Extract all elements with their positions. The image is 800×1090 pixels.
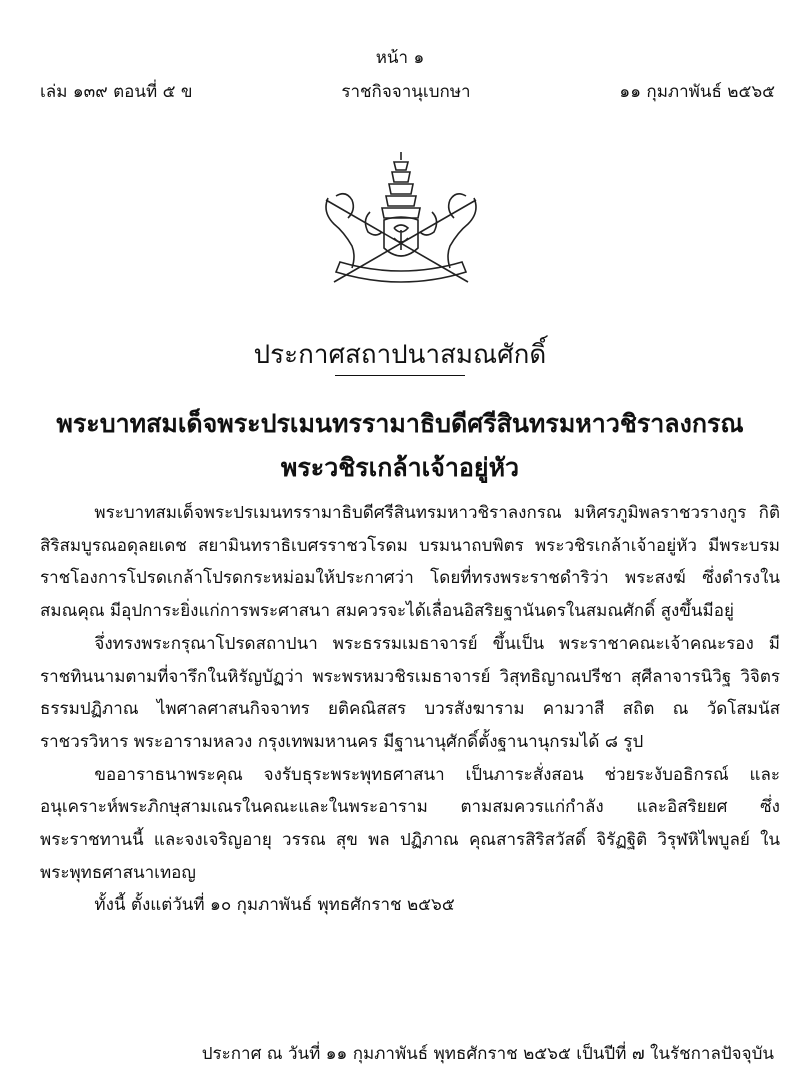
volume-issue: เล่ม ๑๓๙ ตอนที่ ๕ ข	[40, 82, 193, 102]
king-name-line-1: พระบาทสมเด็จพระปรเมนทรรามาธิบดีศรีสินทรมหาวชิราลงกรณ	[56, 409, 744, 438]
paragraph-effective-date: ทั้งนี้ ตั้งแต่วันที่ ๑๐ กุมภาพันธ์ พุทธศักราช ๒๕๖๕	[94, 895, 455, 916]
paragraph-blessing: ขออาราธนาพระคุณ จงรับธุระพระพุทธศาสนา เป็นภาระสั่งสอน ช่วยระงับอธิกรณ์ และอนุเคราะห์พระภิกษุสามเณรในคณะและในพระอาราม ตามสมควรแก่กำลัง และอิสริยยศ ซึ่งพระราชทานนี้ และจงเจริญอายุ วรรณ สุข พล ปฏิภาณ คุณสารสิริสวัสดิ์ จิรัฏฐิติ วิรุฬหิไพบูลย์ ในพระพุทธศาสนาเทอญ	[40, 764, 780, 883]
title-divider	[335, 375, 465, 376]
publication-name: ราชกิจจานุเบกษา	[341, 82, 471, 102]
king-name-line-2: พระวชิรเกล้าเจ้าอยู่หัว	[280, 453, 520, 482]
paragraph-elevation: จึ่งทรงพระกรุณาโปรดสถาปนา พระธรรมเมธาจารย์ ขึ้นเป็น พระราชาคณะเจ้าคณะรอง มีราชทินนามตามที่จารึกในหิรัญบัฏว่า พระพรหมวชิรเมธาจารย์ วิสุทธิญาณปรีชา สุศีลาจารนิวิฐ วิจิตรธรรมปฏิภาณ ไพศาลศาสนกิจจาทร ยติคณิสสร บวรสังฆาราม คามวาสี สถิต ณ วัดโสมนัส ราชวรวิหาร พระอารามหลวง กรุงเทพมหานคร มีฐานานุศักดิ์ตั้งฐานานุกรมได้ ๘ รูป	[40, 633, 780, 752]
announcement-title: ประกาศสถาปนาสมณศักดิ์	[253, 340, 547, 370]
announcement-date-line: ประกาศ ณ วันที่ ๑๑ กุมภาพันธ์ พุทธศักราช ๒๕๖๕ เป็นปีที่ ๗ ในรัชกาลปัจจุบัน	[201, 1044, 774, 1064]
paragraph-preamble: พระบาทสมเด็จพระปรเมนทรรามาธิบดีศรีสินทรมหาวชิราลงกรณ มหิศรภูมิพลราชวรางกูร กิติสิริสมบูรณอดุลยเดช สยามินทราธิเบศรราชวโรดม บรมนาถบพิตร พระวชิรเกล้าเจ้าอยู่หัว มีพระบรมราชโองการโปรดเกล้าโปรดกระหม่อมให้ประกาศว่า โดยที่ทรงพระราชดำริว่า พระสงฆ์ ซึ่งดำรงในสมณคุณ มีอุปการะยิ่งแก่การพระศาสนา สมควรจะได้เลื่อนอิสริยฐานันดรในสมณศักดิ์ สูงขึ้นมีอยู่	[40, 503, 780, 622]
royal-emblem-icon	[318, 150, 484, 290]
gazette-header	[40, 78, 775, 105]
publication-date: ๑๑ กุมภาพันธ์ ๒๕๖๕	[619, 82, 775, 102]
page-number: หน้า ๑	[375, 48, 425, 68]
royal-emblem-graphic	[318, 150, 484, 290]
announcement-body	[40, 497, 780, 922]
